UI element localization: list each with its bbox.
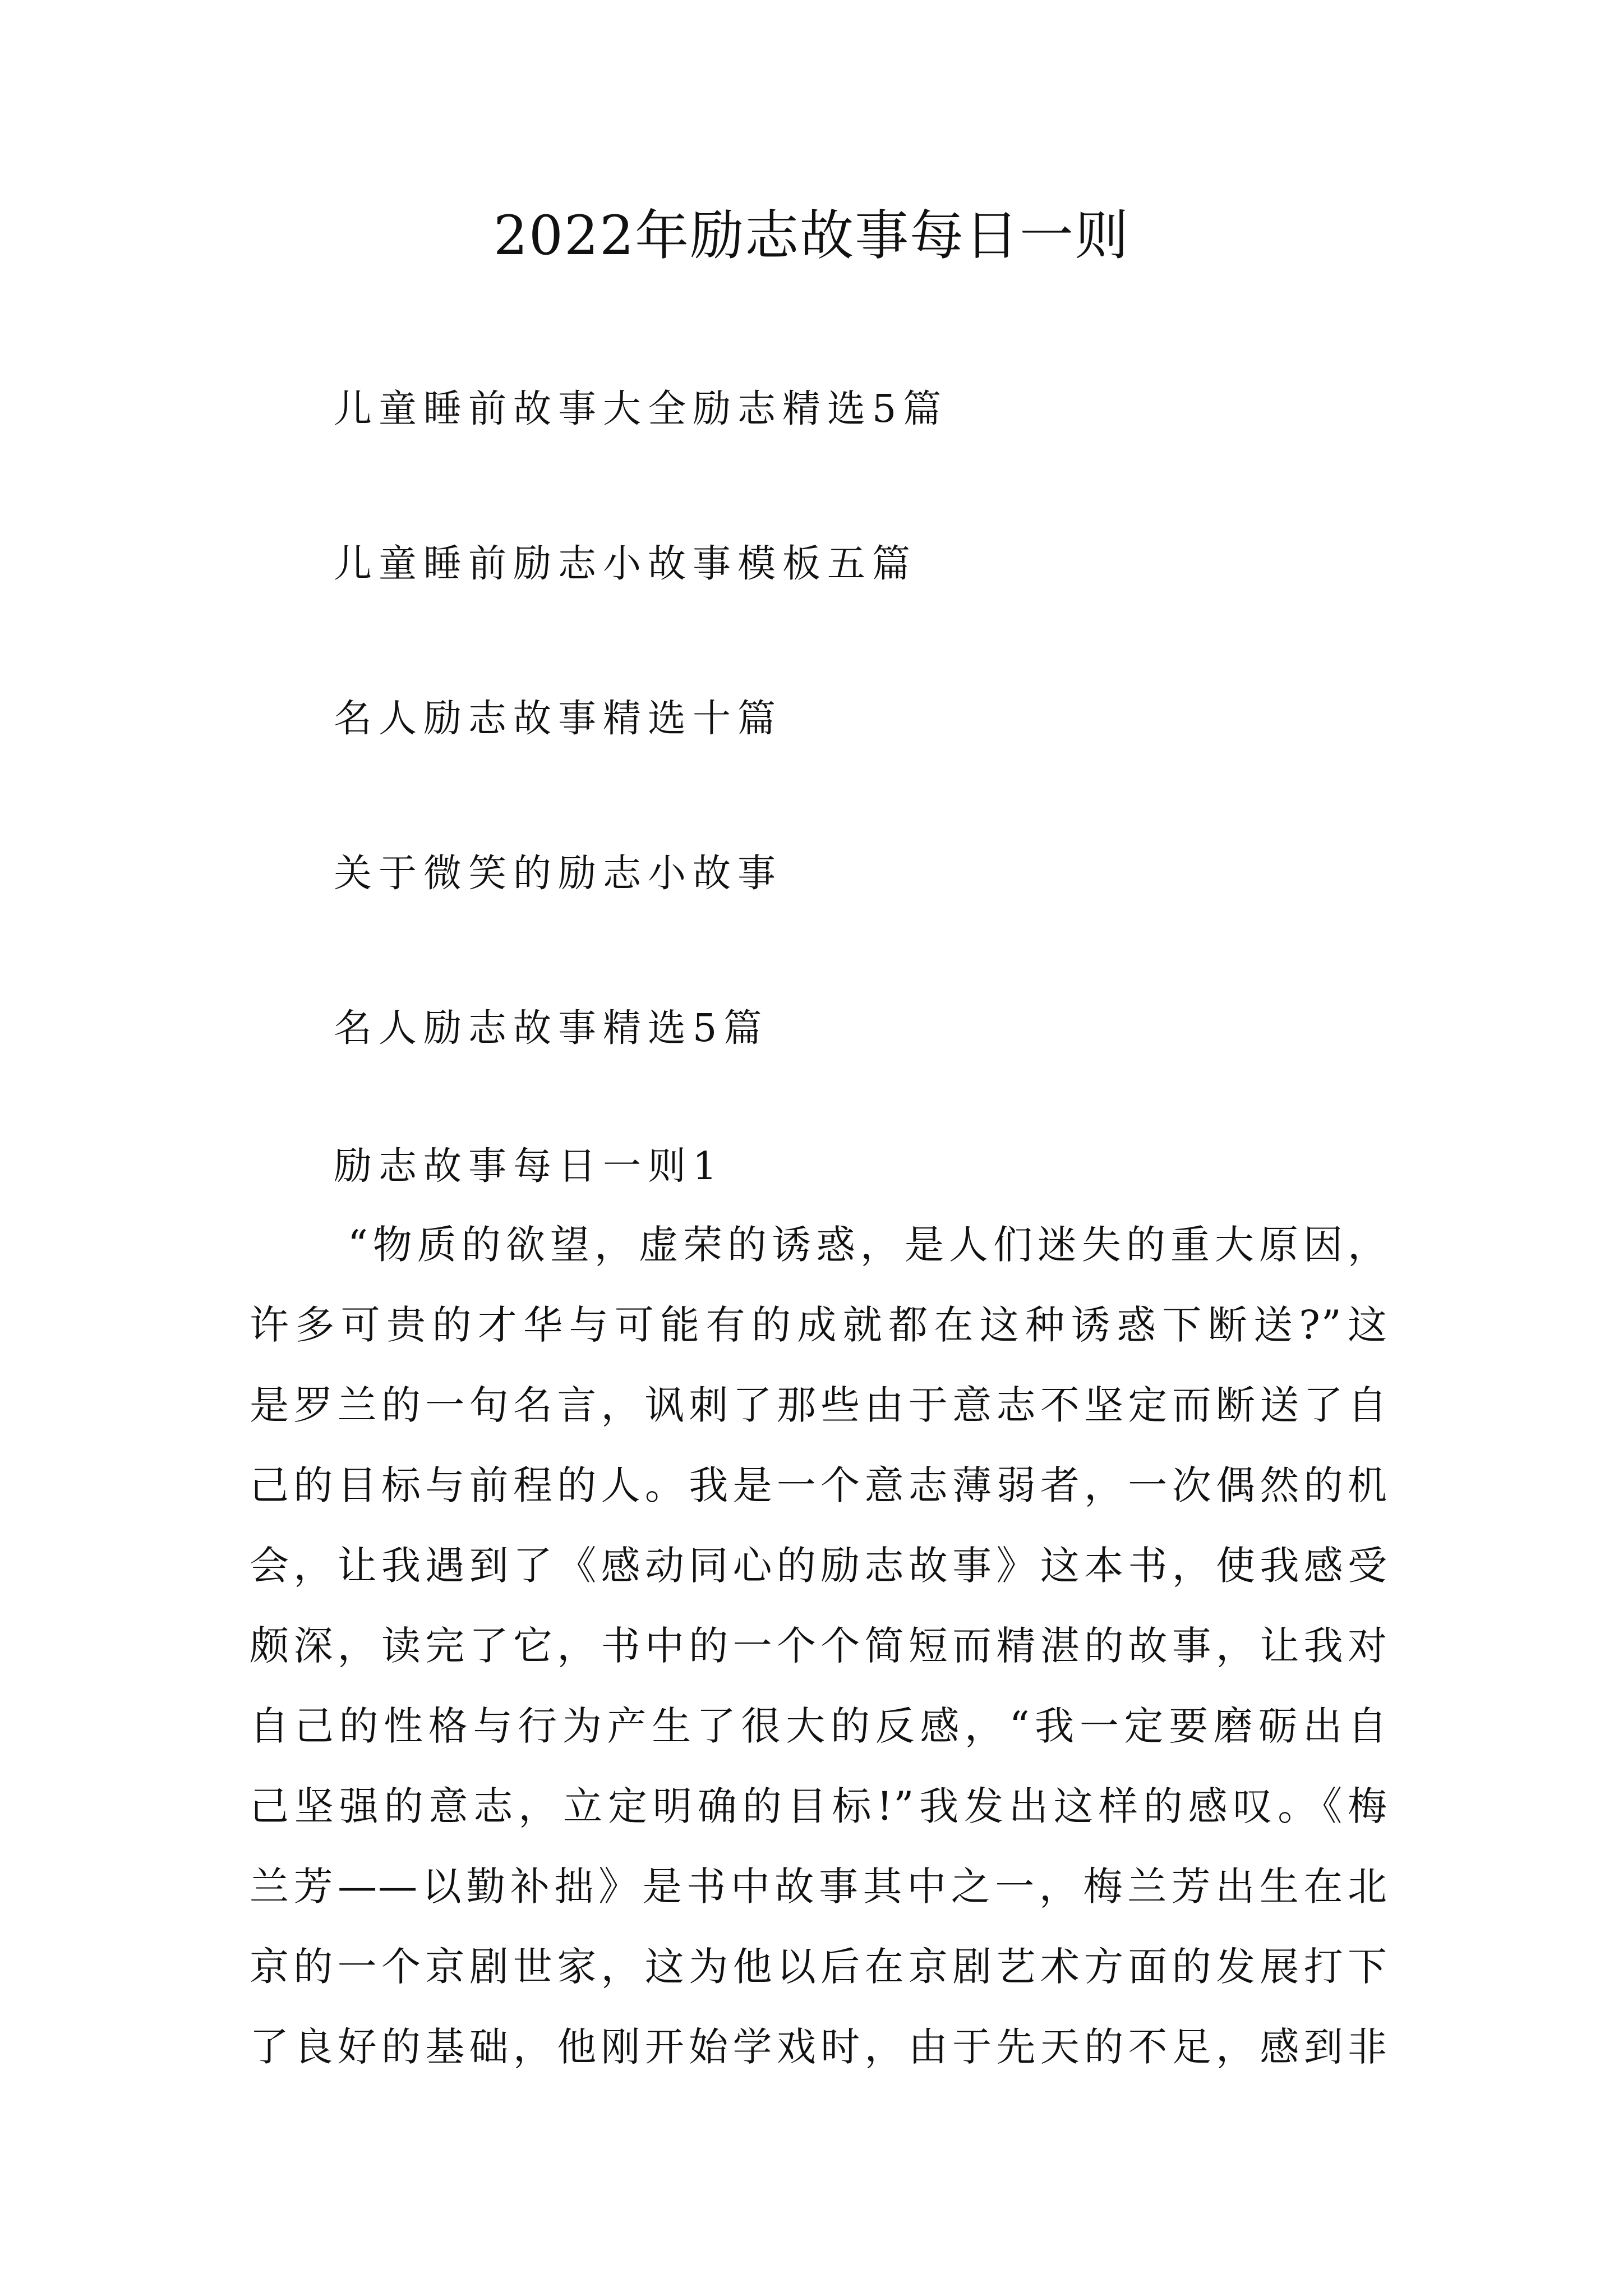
toc-item: 关于微笑的励志小故事 [334, 852, 783, 896]
body-paragraph [250, 1205, 1388, 2087]
toc-item: 儿童睡前励志小故事模板五篇 [334, 542, 917, 586]
document-title: 2022年励志故事每日一则 [493, 204, 1130, 267]
body-line: 自己的性格与行为产生了很大的反感，“我一定要磨砺出自 [250, 1703, 1388, 1749]
body-line: 是罗兰的一句名言，讽刺了那些由于意志不坚定而断送了自 [250, 1382, 1388, 1428]
body-line: 会，让我遇到了《感动同心的励志故事》这本书，使我感受 [250, 1543, 1388, 1589]
body-line: 己坚强的意志，立定明确的目标!”我发出这样的感叹。《梅 [250, 1783, 1388, 1829]
toc-item: 名人励志故事精选十篇 [334, 697, 783, 741]
toc-list [334, 381, 948, 1156]
body-line: 颇深，读完了它，书中的一个个简短而精湛的故事，让我对 [250, 1623, 1388, 1669]
body-line: 许多可贵的才华与可能有的成就都在这种诱惑下断送?”这 [250, 1302, 1388, 1348]
body-line: 己的目标与前程的人。我是一个意志薄弱者，一次偶然的机 [250, 1462, 1388, 1508]
body-line: 了良好的基础，他刚开始学戏时，由于先天的不足，感到非 [250, 2024, 1388, 2070]
body-line: 兰芳——以勤补拙》是书中故事其中之一，梅兰芳出生在北 [250, 1864, 1388, 1910]
toc-item: 儿童睡前故事大全励志精选5篇 [334, 387, 948, 431]
section-heading: 励志故事每日一则1 [334, 1144, 724, 1189]
body-line: “物质的欲望，虚荣的诱惑，是人们迷失的重大原因， [348, 1222, 1388, 1268]
body-line: 京的一个京剧世家，这为他以后在京剧艺术方面的发展打下 [250, 1944, 1388, 1990]
toc-item: 名人励志故事精选5篇 [334, 1006, 769, 1051]
